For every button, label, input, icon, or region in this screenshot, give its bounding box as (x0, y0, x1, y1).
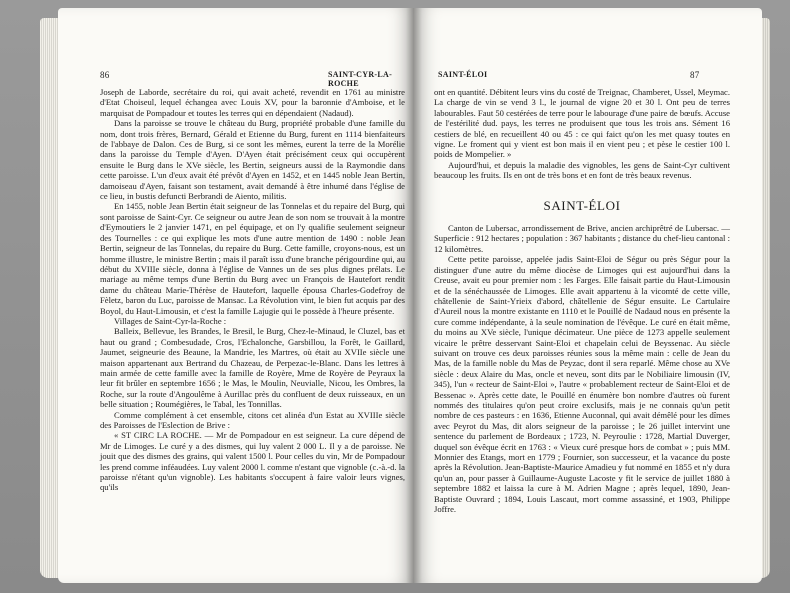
paragraph: Cette petite paroisse, appelée jadis Saint-Eloi de Ségur ou près Ségur pour la distinguer d'une autre du même diocèse de Limoges qui est aujourd'hui dans la Creuse, avait eu pour premier nom : les Farges. Elle faisait partie du Haut-Limousin et de la sénéchaussée de Limoges. Elle avait appartenu à la vicomté de cette ville, châtellenie de Saint-Yrieix d'abord, châtellenie de Ségur ensuite. Le Cartulaire d'Aureil nous la montre existante en 1110 et le Pouillé de Nadaud nous en présente la cure comme indépendante, à la seule nomination de l'évêque. Le curé en était même, du moins au XVe siècle, l'unique décimateur. Une pièce de 1273 appelle seulement vicaire le prêtre desservant Saint-Eloi et chapelain celui de Beyssenac. Au siècle suivant on trouve ces deux paroisses réunies sous la même main : celle de Jean du Mas, de la famille noble du Mas de Peyzac, dont il sera reparlé. Même chose au XVe siècle : deux Alaire du Mas, oncle et neveu, sont dits par le Nobiliaire limousin (IV, 345), l'un « recteur de Saint-Eloi », l'autre « probablement recteur de Saint-Eloi et de Bessenac ». Après cette date, le Pouillé en énumère bon nombre d'autres où furent nommés des titulaires qu'on peut croire exclusifs, mais je ne connais qu'un petit nombre de ces pasteurs : en 1636, Etienne Auconnal, qui avait démêlé pour les dîmes avec Peyrot du Mas, dit alors seigneur de la paroisse ; le 26 juillet intervint une sentence du parlement de Bordeaux ; 1723, N. Peyroulie : 1728, Martial Duverger, duquel son évêque écrit en 1763 : « Vieux curé presque hors de combat » ; puis MM. Monnier des Etangs, mort en 1779 ; Fournier, son successeur, et la vacance du poste après la Révolution. Jean-Baptiste-Maurice Amadieu y fut nommé en 1855 et n'y dura qu'un an, pour passer à Guillaume-Auguste Lacoste y fit le service de juillet 1880 à septembre 1882 et laissa la cure à M. Adrien Magne ; après lequel, 1890, Jean-Baptiste Ouvrard ; 1894, Louis Lascaut, mort comme assassiné, et 1903, Philippe Joffre. (434, 254, 730, 515)
left-running-title: SAINT-CYR-LA-ROCHE (328, 70, 393, 88)
right-running-title: SAINT-ÉLOI (438, 70, 488, 79)
paragraph: Villages de Saint-Cyr-la-Roche : (114, 315, 227, 326)
right-page-number: 87 (690, 70, 700, 80)
spine-shadow (406, 8, 422, 583)
open-book (40, 8, 762, 588)
paragraph: ont en quantité. Débitent leurs vins du costé de Treignac, Chamberet, Ussel, Meymac. La charge de vin se vend 3 l., le journal de vigne 20 et 30 l. Ont peu de terres labourables. Faut 50 cestérées de terre pour le labourage d'une paire de bœufs. Accuse de l'estérilité dud. pays, les terres ne produisent que tous les trois ans. Sément 16 cestiers de blé, en recueillent 40 ou 45 : ce qui faict qu'on les met quasy toutes en vigne. Le froment qui y vient est bon mais il en vient peu ; et pèse le cestier 100 l. poids de Mompelier. » (434, 87, 730, 160)
paragraph: Dans la paroisse se trouve le château du Burg, propriété probable d'une famille du nom, dont trois frères, Bernard, Gérald et Etienne du Burg, furent en 1114 bienfaiteurs de l'abbaye de Dalon. Ces de Burg, si ce sont les mêmes, eurent la terre de la Morélie dans la paroisse du Temple d'Ayen. D'Ayen était précisément ceux qui occupèrent ensuite le Burg dans le XVe siècle, les Bertin, seigneurs aussi de la Raymondie dans cette paroisse. L'un d'eux avait été prévôt d'Ayen en 1452, et en 1445 noble Jean Bertin, damoiseau d'Ayen, faisant son testament, avait demandé à être inhumé dans l'église de ce lieu, in bustis defuncti Berbrandi de Aiento, militis. (100, 118, 405, 202)
paragraph: Balleix, Bellevue, les Brandes, le Bresil, le Burg, Chez-le-Minaud, le Cluzel, bas et haut ou grand ; Combesudade, Cros, l'Echalonche, Garsbillou, la Forêt, le Gaillard, Jaumet, seigneurie des Beaune, la Mandrie, les Martres, où était au XVIIe siècle une maison appartenant aux Bertrand du Chazeau, de Perpezac-le-Blanc. Dans les lettres à main armée de cette famille avec la famille de Royère, Mme de Royère de Peyraux la leur fit brûler en septembre 1656 ; le Mas, le Moulin, Neuvialle, Nicou, les Ombres, la Roche, sur la route d'Angoulême à Aurillac près du confluent de deux ruisseaux, en un belle situation ; Roumégières, le Tabal, les Tonnillas. (100, 326, 405, 410)
paragraph: Joseph de Laborde, secrétaire du roi, qui avait acheté, revendit en 1761 au ministre d'Etat Choiseul, lequel échangea avec Louis XV, pour la baronnie d'Amboise, et le marquisat de Pompadour et toutes les terres qui en dépendaient (Nadaud). (100, 87, 405, 118)
paragraph: Comme complément à cet ensemble, citons cet alinéa d'un Estat au XVIIIe siècle des Paroisses de l'Eslection de Brive : (100, 409, 405, 430)
paragraph: En 1455, noble Jean Bertin était seigneur de las Tonnelas et du repaire del Burg, qui sont paroisse de Saint-Cyr. Ce seigneur ou autre Jean de son nom se trouvait à la montre d'Eymoutiers le 2 janvier 1471, en pel équipage, et on l'y qualifie seulement seigneur des Tournelles : ce qui explique les mots d'une autre mention de 1490 : noble Jean Bertin, seigneur de las Tonnelas, du repaire du Burg. Cette famille, croyons-nous, est un homme illustre, le ministre Bertin ; mais il paraît issu d'une branche périgourdine qui, au début du XVIIIe siècle, donna à l'église de Vannes un de ses plus dignes prélats. Le mariage au même temps d'une Bertin du Burg avec un François de Hautefort rendit dame du château Marie-Thérèse de Hautefort, laquelle épousa Charles-Godefroy de Fèletz, baron du Luc, paroisse de Mansac. La Révolution vint, le bien fut acquis par des Boyol, du Haut-Limousin, et c'est la famille Lajugie qui le possède à l'heure présente. (100, 201, 405, 316)
left-page-number: 86 (100, 70, 110, 80)
left-page (58, 8, 414, 583)
section-title: SAINT-ÉLOI (543, 197, 621, 213)
quote-paragraph: « ST CIRC LA ROCHE. — Mr de Pompadour en est seigneur. La cure dépend de Mr de Limoges. Le curé y a des dismes, qui luy valent 2 000 L. Il y a de paroisse. Ne jouit que des dismes des grains, qui valent 1500 l. Pour celles du vin, Mr de Pompadour les prend comme inféaudées. Luy valent 2000 l. comme n'estant que vignoble (c.-à.-d. la paroisse n'étant qu'un vignoble). Les habitants s'occupent à faire valoir leurs vignes, qu'ils (100, 430, 405, 493)
right-page (414, 8, 762, 583)
paragraph: Canton de Lubersac, arrondissement de Brive, ancien archiprêtré de Lubersac. — Superficie : 912 hectares ; population : 367 habitants ; distance du chef-lieu cantonal : 12 kilomètres. (434, 223, 730, 254)
right-page-text (434, 87, 730, 514)
paragraph: Aujourd'hui, et depuis la maladie des vignobles, les gens de Saint-Cyr cultivent beaucoup les fruits. Ils en ont de très bons et en font de très beaux revenus. (434, 159, 730, 181)
left-page-text (100, 87, 405, 493)
